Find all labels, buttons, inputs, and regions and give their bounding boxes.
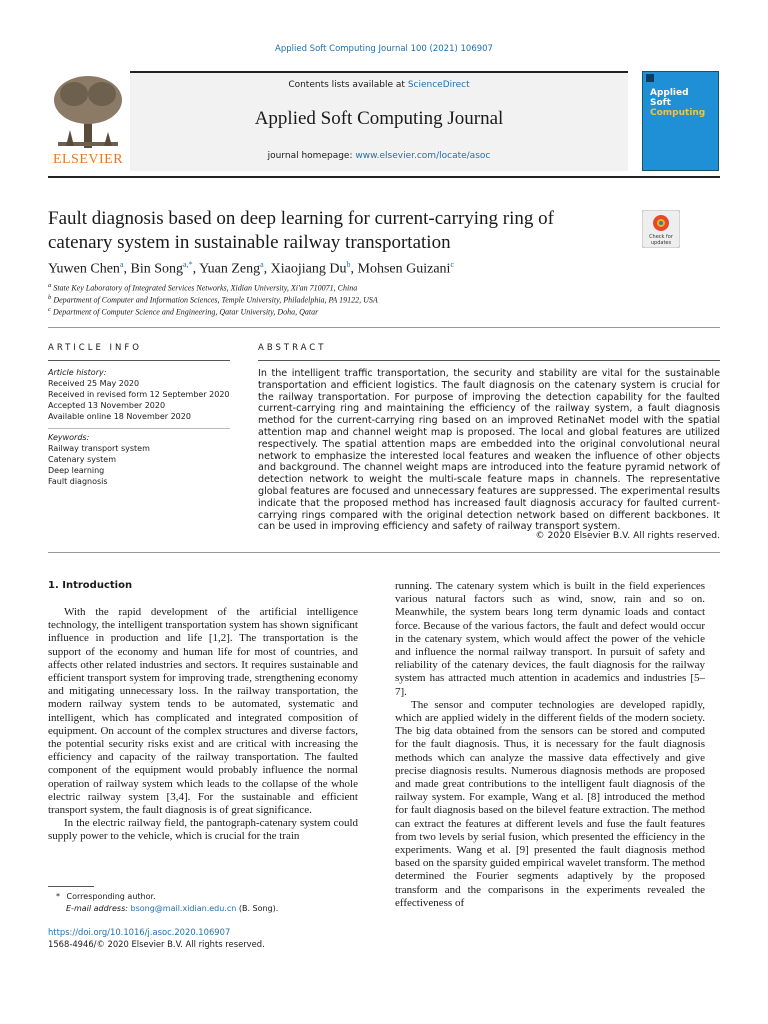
affiliation-text: Department of Computer and Information Sciences, Temple University, Philadelphia, PA 19122, USA [53,295,378,305]
affiliation-sup: a [48,282,52,289]
journal-title: Applied Soft Computing Journal [254,108,504,129]
history-item: Received in revised form 12 September 2020 [48,390,230,399]
author-affil-sup[interactable]: c [450,260,454,269]
check-for-updates-icon[interactable] [642,210,680,248]
author-name[interactable]: Bin Song [130,261,184,277]
article-info-rule [48,360,230,361]
affiliation-sup: c [48,306,51,313]
author-list: Yuwen Chen$^a$, Bin Song$^{a,*}$, Yuan Zeng$^a$, Xiaojiang Du$^b$, Mohsen Guizani$^c$ [48,260,454,277]
paragraph: With the rapid development of the artificial intelligence technology, the intelligent transportation system has shown significant influence in production and life [1,2]. The transportation is the support of the economy and human life for most of countries, and affects other related industries and sectors. It requires sustainable and efficient transport system for improving trade, strengthening economy and mitigating unnecessary loss. In the railway transportation, the modern railway system tends to be automated, systematic and intelligent, which has complicated and integrated composition of equipment. On account of the complex structures and diverse factors, the potential security risks exist and are critical with increasing the efficiency and capacity of the railway transportation. The faulted component of the equipment would probably influence the normal operation of railway system which leads to the collapse of the whole electric railway system [3,4]. For the sustainable and efficient transport system, the fault diagnosis is of great significance. [48,606,358,817]
sciencedirect-link[interactable]: ScienceDirect [407,80,470,90]
left-column [48,606,358,844]
contents-line [130,80,628,90]
abstract-label: ABSTRACT [258,343,327,353]
abstract-rule [258,360,720,361]
homepage-prefix: journal homepage: [267,151,356,161]
history-item: Available online 18 November 2020 [48,412,191,421]
keywords-label: Keywords: [48,433,90,442]
cover-logo-icon [646,74,654,82]
check-updates-line1: Check for [649,234,673,240]
journal-citation[interactable]: Applied Soft Computing Journal 100 (2021) 106907 [275,44,493,54]
paragraph: running. The catenary system which is built in the field experiences various natural factors such as wind, snow, rain and so on. Meanwhile, the system bears long term dynamic loads and contact force. Because of the various factors, the fault and defect would occur in the catenary system, which would affect the power of the vehicle and influence the normal railway transport. In pursuit of safety and reliability of the catenary devices, the fault diagnosis for the railway system has attracted much attention in academics and industries [5–7]. [395,580,705,698]
header-rule [48,176,720,178]
body-rule [48,552,720,553]
corresponding-note [48,892,358,901]
paper-title [48,207,608,255]
author-affil-sup[interactable]: a,* [183,260,193,269]
affiliation [48,282,708,293]
section-heading: 1. Introduction [48,580,133,591]
author-affil-sup[interactable]: b [346,260,351,269]
cover-line1: Applied [650,88,689,98]
keyword-item: Railway transport system [48,444,150,453]
affiliation [48,306,708,317]
title-line1: Fault diagnosis based on deep learning for current-carrying ring of [48,208,554,229]
footnote-rule [48,886,94,887]
author-affil-sup[interactable]: a [260,260,264,269]
paragraph: In the electric railway field, the pantograph-catenary system could supply power to the vehicle, which is crucial for the train [48,817,358,843]
email-label: E-mail address: [66,904,128,913]
homepage-line [130,151,628,161]
contents-prefix: Contents lists available at [288,80,408,90]
keyword-item: Catenary system [48,455,117,464]
journal-cover[interactable] [642,71,719,171]
author-name[interactable]: Yuan Zeng [199,261,261,277]
keywords-rule [48,428,230,429]
history-label: Article history: [48,368,107,377]
article-footer [48,926,265,950]
issn-line: 1568-4946/© 2020 Elsevier B.V. All rights reserved. [48,939,265,949]
affiliation-text: State Key Laboratory of Integrated Services Networks, Xidian University, Xi'an 710071, China [53,283,358,293]
abstract-text: In the intelligent traffic transportation, the security and stability are vital for the sustainable transportation and efficient logistics. The fault diagnosis on the catenary system is crucial for the railway transportation. For purpose of improving the detection capability for the faulted current-carrying ring and maintaining the efficiency of the railway system, a fault diagnosis method for the current-carrying ring based on an improved RetinaNet model with the spatial attention map and channel weight map is proposed. The local and global features are utilized respectively. The spatial attention maps are embedded into the original convolutional neural network to emphasize the interested local features and weaken the influence of other objects and background. The channel weight maps are introduced into the feature pyramid network of detection network to weight the multi-scale feature maps in channels. The representative global features are focused and unnecessary features are suppressed. The experimental results indicate that the proposed method has increased fault diagnosis accuracy for faulted current-carrying rings compared with the original detection network based on different backbones. It can be used in improving efficiency and safety of railway transport system. [258,368,720,533]
check-updates-line2: updates [650,240,672,246]
article-info-label: ARTICLE INFO [48,343,142,353]
cover-line2: Soft [650,98,671,108]
affiliation-text: Department of Computer Science and Engineering, Qatar University, Doha, Qatar [52,307,319,317]
cover-title [650,88,705,118]
homepage-link[interactable]: www.elsevier.com/locate/asoc [355,151,491,161]
keyword-item: Fault diagnosis [48,477,108,486]
keyword-item: Deep learning [48,466,105,475]
affiliation [48,294,708,305]
right-column [395,580,705,910]
author-affil-sup[interactable]: a [119,260,124,269]
history-item: Received 25 May 2020 [48,379,140,388]
elsevier-wordmark: ELSEVIER [52,152,124,167]
email-note [66,904,376,913]
author-name[interactable]: Xiaojiang Du [270,261,347,277]
affiliation-sup: b [48,294,52,301]
author-name[interactable]: Yuwen Chen [48,261,120,277]
title-line2: catenary system in sustainable railway transportation [48,232,451,253]
email-suffix: (B. Song). [238,904,279,913]
author-name[interactable]: Mohsen Guizani [357,261,451,277]
corresponding-text: Corresponding author. [66,892,156,901]
keywords [48,432,230,487]
paragraph: The sensor and computer technologies are developed rapidly, which are applied widely in the different fields of the modern society. The big data obtained from the sensors can be stored and computed for the fault diagnosis. Thus, it is necessary for the fault diagnosis methods which can analyze the massive data effectively and give precise diagnosis results. Numerous diagnosis methods are proposed and made great contributions to the intelligent fault diagnosis of the railway system. For example, Wang et al. [8] introduced the method for fault diagnosis based on the bilevel feature extraction. The method can extract the features at different levels and fuse the fault features from two levels by serial fusion, which presented the efficiency in the experiments. Wang et al. [9] presented the fault diagnosis method based on the sparsity guided empirical wavelet transform. The method determined the Fourier segments adaptively by the proposed transform and the comparisons in the experiments revealed the effectiveness of [395,698,705,909]
doi-link[interactable]: https://doi.org/10.1016/j.asoc.2020.106907 [48,927,231,937]
section-rule [48,327,720,328]
email-link[interactable]: bsong@mail.xidian.edu.cn [130,904,237,913]
history-item: Accepted 13 November 2020 [48,401,166,410]
article-history [48,367,230,422]
abstract-copyright: © 2020 Elsevier B.V. All rights reserved. [535,530,720,541]
cover-line3: Computing [650,108,706,118]
footnote-marker: * [56,892,60,901]
